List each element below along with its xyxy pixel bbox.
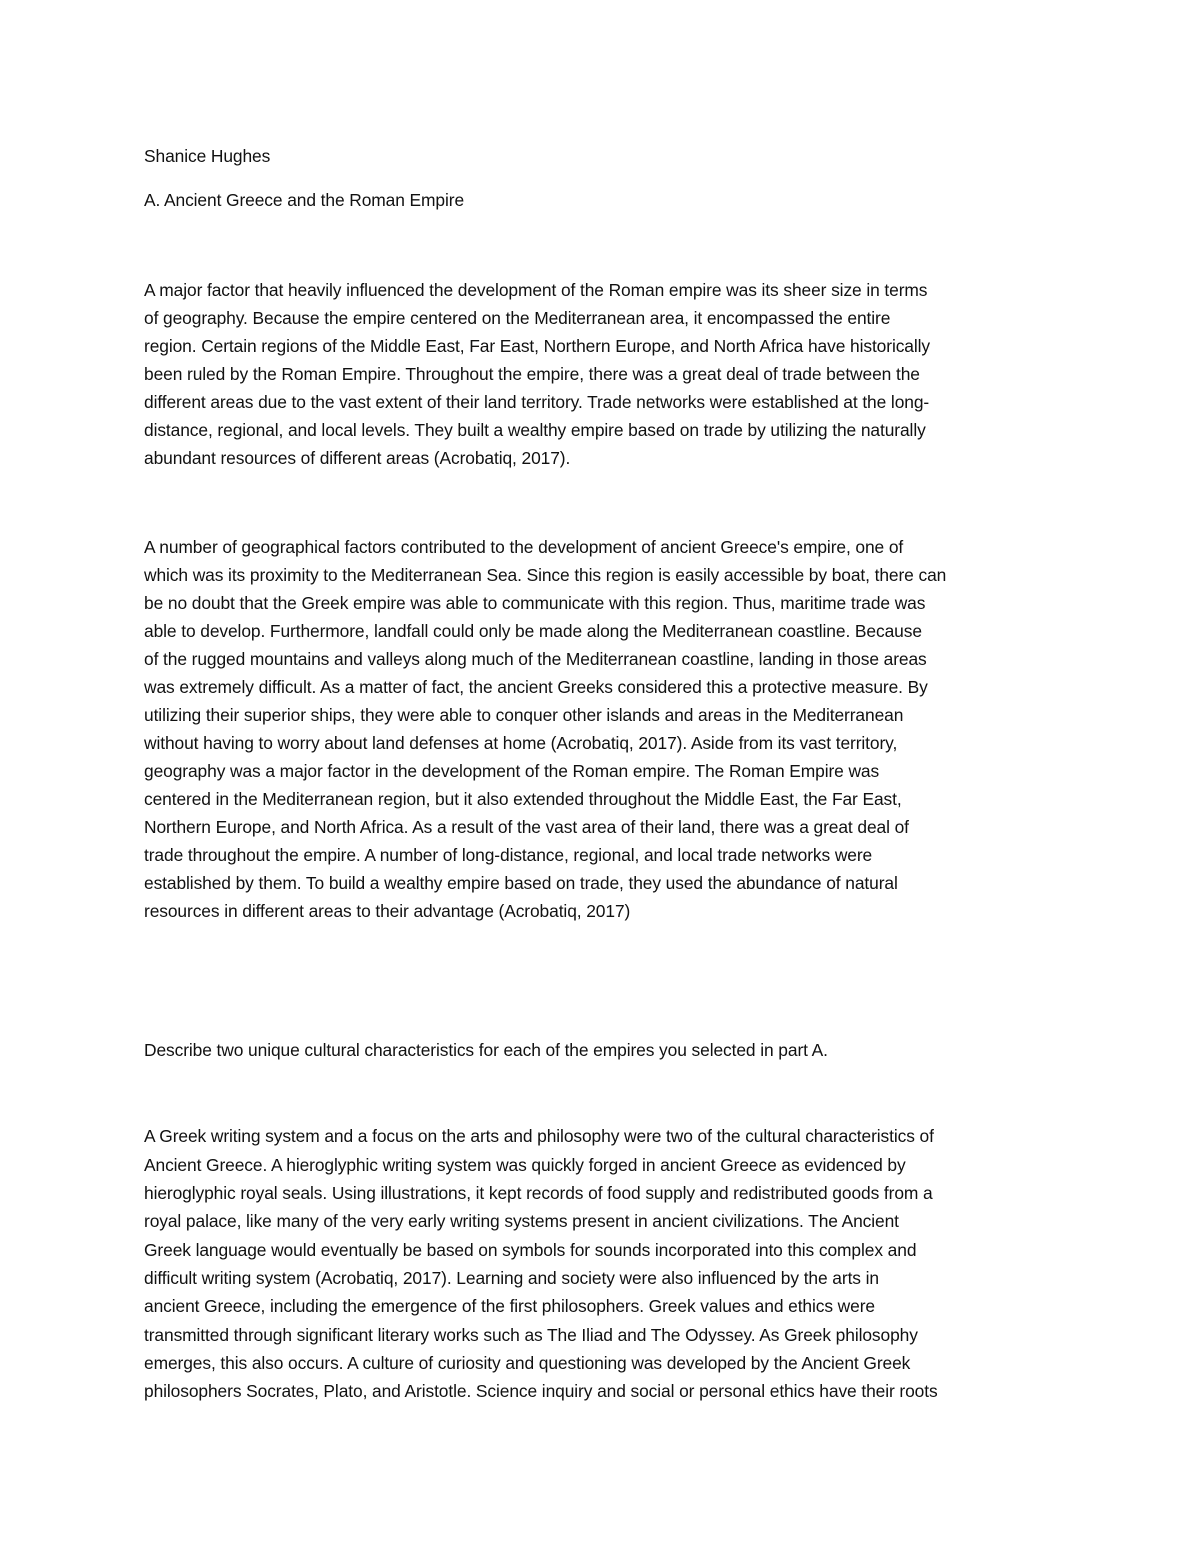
paragraph-3-line: A Greek writing system and a focus on the arts and philosophy were two of the cultural characteristics of xyxy=(144,1126,934,1146)
question-prompt: Describe two unique cultural characteristics for each of the empires you selected in part A. xyxy=(144,1040,828,1060)
paragraph-1-line: different areas due to the vast extent of their land territory. Trade networks were established at the long- xyxy=(144,392,930,412)
paragraph-2-line: geography was a major factor in the development of the Roman empire. The Roman Empire was xyxy=(144,761,880,781)
paragraph-3-line: royal palace, like many of the very early writing systems present in ancient civilizations. The Ancient xyxy=(144,1211,899,1231)
paragraph-2-line: was extremely difficult. As a matter of fact, the ancient Greeks considered this a protective measure. By xyxy=(144,677,928,697)
paragraph-2-line: trade throughout the empire. A number of long-distance, regional, and local trade networks were xyxy=(144,845,873,865)
paragraph-2-line: which was its proximity to the Mediterranean Sea. Since this region is easily accessible by boat, there can xyxy=(144,565,947,585)
paragraph-2-line: without having to worry about land defenses at home (Acrobatiq, 2017). Aside from its vast territory, xyxy=(144,733,898,753)
paragraph-2-line: be no doubt that the Greek empire was able to communicate with this region. Thus, maritime trade was xyxy=(144,593,926,613)
paragraph-3-line: Greek language would eventually be based on symbols for sounds incorporated into this complex and xyxy=(144,1240,917,1260)
paragraph-2-line: centered in the Mediterranean region, but it also extended throughout the Middle East, the Far East, xyxy=(144,789,902,809)
paragraph-1-line: been ruled by the Roman Empire. Throughout the empire, there was a great deal of trade between the xyxy=(144,364,920,384)
paragraph-3-line: hieroglyphic royal seals. Using illustrations, it kept records of food supply and redistributed goods from a xyxy=(144,1183,933,1203)
paragraph-1-line: distance, regional, and local levels. They built a wealthy empire based on trade by utilizing the naturally xyxy=(144,420,926,440)
paragraph-1-line: region. Certain regions of the Middle East, Far East, Northern Europe, and North Africa have historically xyxy=(144,336,930,356)
paragraph-1-line: of geography. Because the empire centered on the Mediterranean area, it encompassed the entire xyxy=(144,308,891,328)
paragraph-2-line: A number of geographical factors contributed to the development of ancient Greece's empire, one of xyxy=(144,537,904,557)
paragraph-2-line: Northern Europe, and North Africa. As a result of the vast area of their land, there was a great deal of xyxy=(144,817,909,837)
paragraph-3-line: difficult writing system (Acrobatiq, 2017). Learning and society were also influenced by the arts in xyxy=(144,1268,879,1288)
paragraph-2-line: of the rugged mountains and valleys along much of the Mediterranean coastline, landing in those areas xyxy=(144,649,927,669)
paragraph-3-line: philosophers Socrates, Plato, and Aristotle. Science inquiry and social or personal ethics have their roots xyxy=(144,1381,938,1401)
paragraph-2-line: utilizing their superior ships, they were able to conquer other islands and areas in the Mediterranean xyxy=(144,705,904,725)
paragraph-2-line: resources in different areas to their advantage (Acrobatiq, 2017) xyxy=(144,901,631,921)
paragraph-3-line: transmitted through significant literary works such as The Iliad and The Odyssey. As Greek philosophy xyxy=(144,1325,918,1345)
paragraph-2-line: able to develop. Furthermore, landfall could only be made along the Mediterranean coastline. Because xyxy=(144,621,922,641)
paragraph-3-line: ancient Greece, including the emergence of the first philosophers. Greek values and ethics were xyxy=(144,1296,875,1316)
author-name: Shanice Hughes xyxy=(144,146,271,166)
paragraph-1-line: abundant resources of different areas (Acrobatiq, 2017). xyxy=(144,448,571,468)
section-heading: A. Ancient Greece and the Roman Empire xyxy=(144,190,465,210)
paragraph-3-line: Ancient Greece. A hieroglyphic writing system was quickly forged in ancient Greece as evidenced by xyxy=(144,1155,906,1175)
paragraph-1-line: A major factor that heavily influenced the development of the Roman empire was its sheer size in terms xyxy=(144,280,928,300)
paragraph-3-line: emerges, this also occurs. A culture of curiosity and questioning was developed by the Ancient Greek xyxy=(144,1353,911,1373)
paragraph-2-line: established by them. To build a wealthy empire based on trade, they used the abundance of natural xyxy=(144,873,898,893)
